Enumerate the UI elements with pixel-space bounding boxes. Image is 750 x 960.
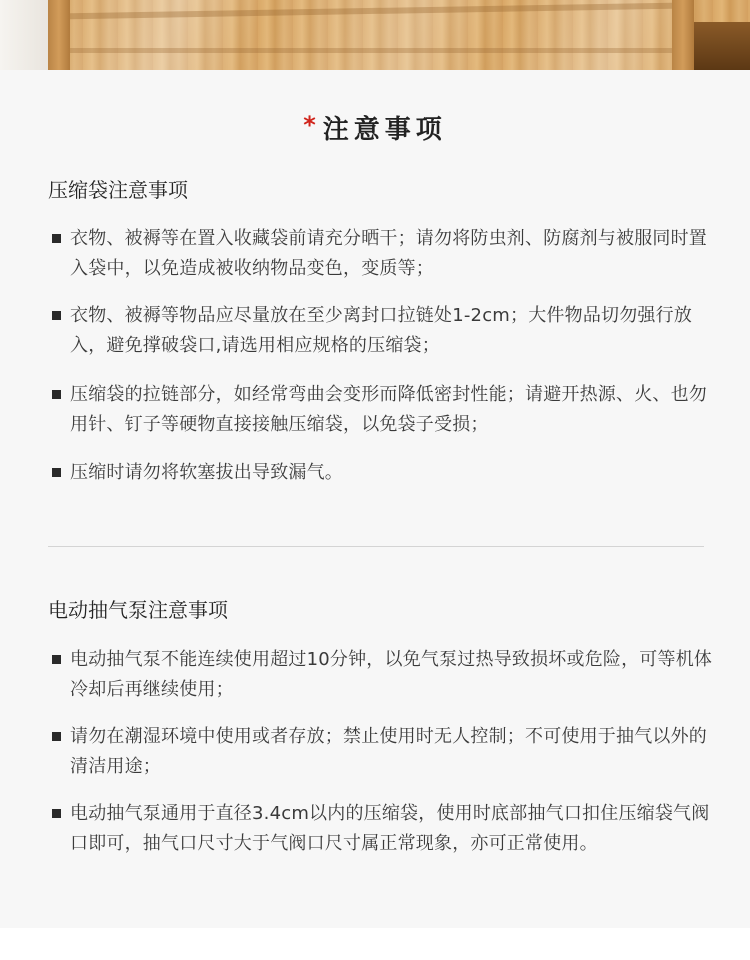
list-item-text: 电动抽气泵通用于直径3.4cm以内的压缩袋，使用时底部抽气口扣住压缩袋气阀口即可，抽气口尺寸大于气阀口尺寸属正常现象，亦可正常使用。 [70,803,710,854]
bullet-square-icon [52,311,61,320]
photo-shelf-edge-lower [70,48,672,53]
title-star-mark: * [303,111,321,139]
list-item [48,380,720,440]
section-heading-electric-pump: 电动抽气泵注意事项 [48,598,228,622]
section-divider [48,546,704,547]
wooden-shelf-photo [0,0,750,70]
bullet-square-icon [52,390,61,399]
title-text: 注意事项 [322,115,447,145]
section-heading-compression-bag: 压缩袋注意事项 [48,178,188,202]
photo-shelf-post-left [48,0,70,70]
list-item-text: 电动抽气泵不能连续使用超过10分钟，以免气泵过热导致损坏或危险，可等机体冷却后再继续使用； [70,649,713,700]
photo-shelf-post-right [672,0,694,70]
bullet-square-icon [52,655,61,664]
list-item-text: 压缩袋的拉链部分，如经常弯曲会变形而降低密封性能；请避开热源、火、也勿用针、钉子等硬物直接接触压缩袋，以免袋子受损； [70,384,707,435]
page-title [0,110,750,150]
list-item [48,301,720,361]
bullet-square-icon [52,234,61,243]
list-item-text: 衣物、被褥等物品应尽量放在至少离封口拉链处1-2cm；大件物品切勿强行放入，避免撑破袋口,请选用相应规格的压缩袋； [70,305,693,356]
list-item [48,799,720,859]
bullet-square-icon [52,732,61,741]
list-item [48,224,720,284]
list-item [48,458,720,488]
list-item [48,722,720,782]
list-item-text: 压缩时请勿将软塞拔出导致漏气。 [70,462,343,483]
list-item-text: 衣物、被褥等在置入收藏袋前请充分晒干；请勿将防虫剂、防腐剂与被服同时置入袋中，以免造成被收纳物品变色，变质等； [70,228,707,279]
bullet-square-icon [52,468,61,477]
list-item [48,645,720,705]
list-item-text: 请勿在潮湿环境中使用或者存放；禁止使用时无人控制；不可使用于抽气以外的清洁用途； [70,726,707,777]
photo-shelf-shadow [694,22,750,70]
bullet-square-icon [52,809,61,818]
photo-wall [0,0,48,70]
